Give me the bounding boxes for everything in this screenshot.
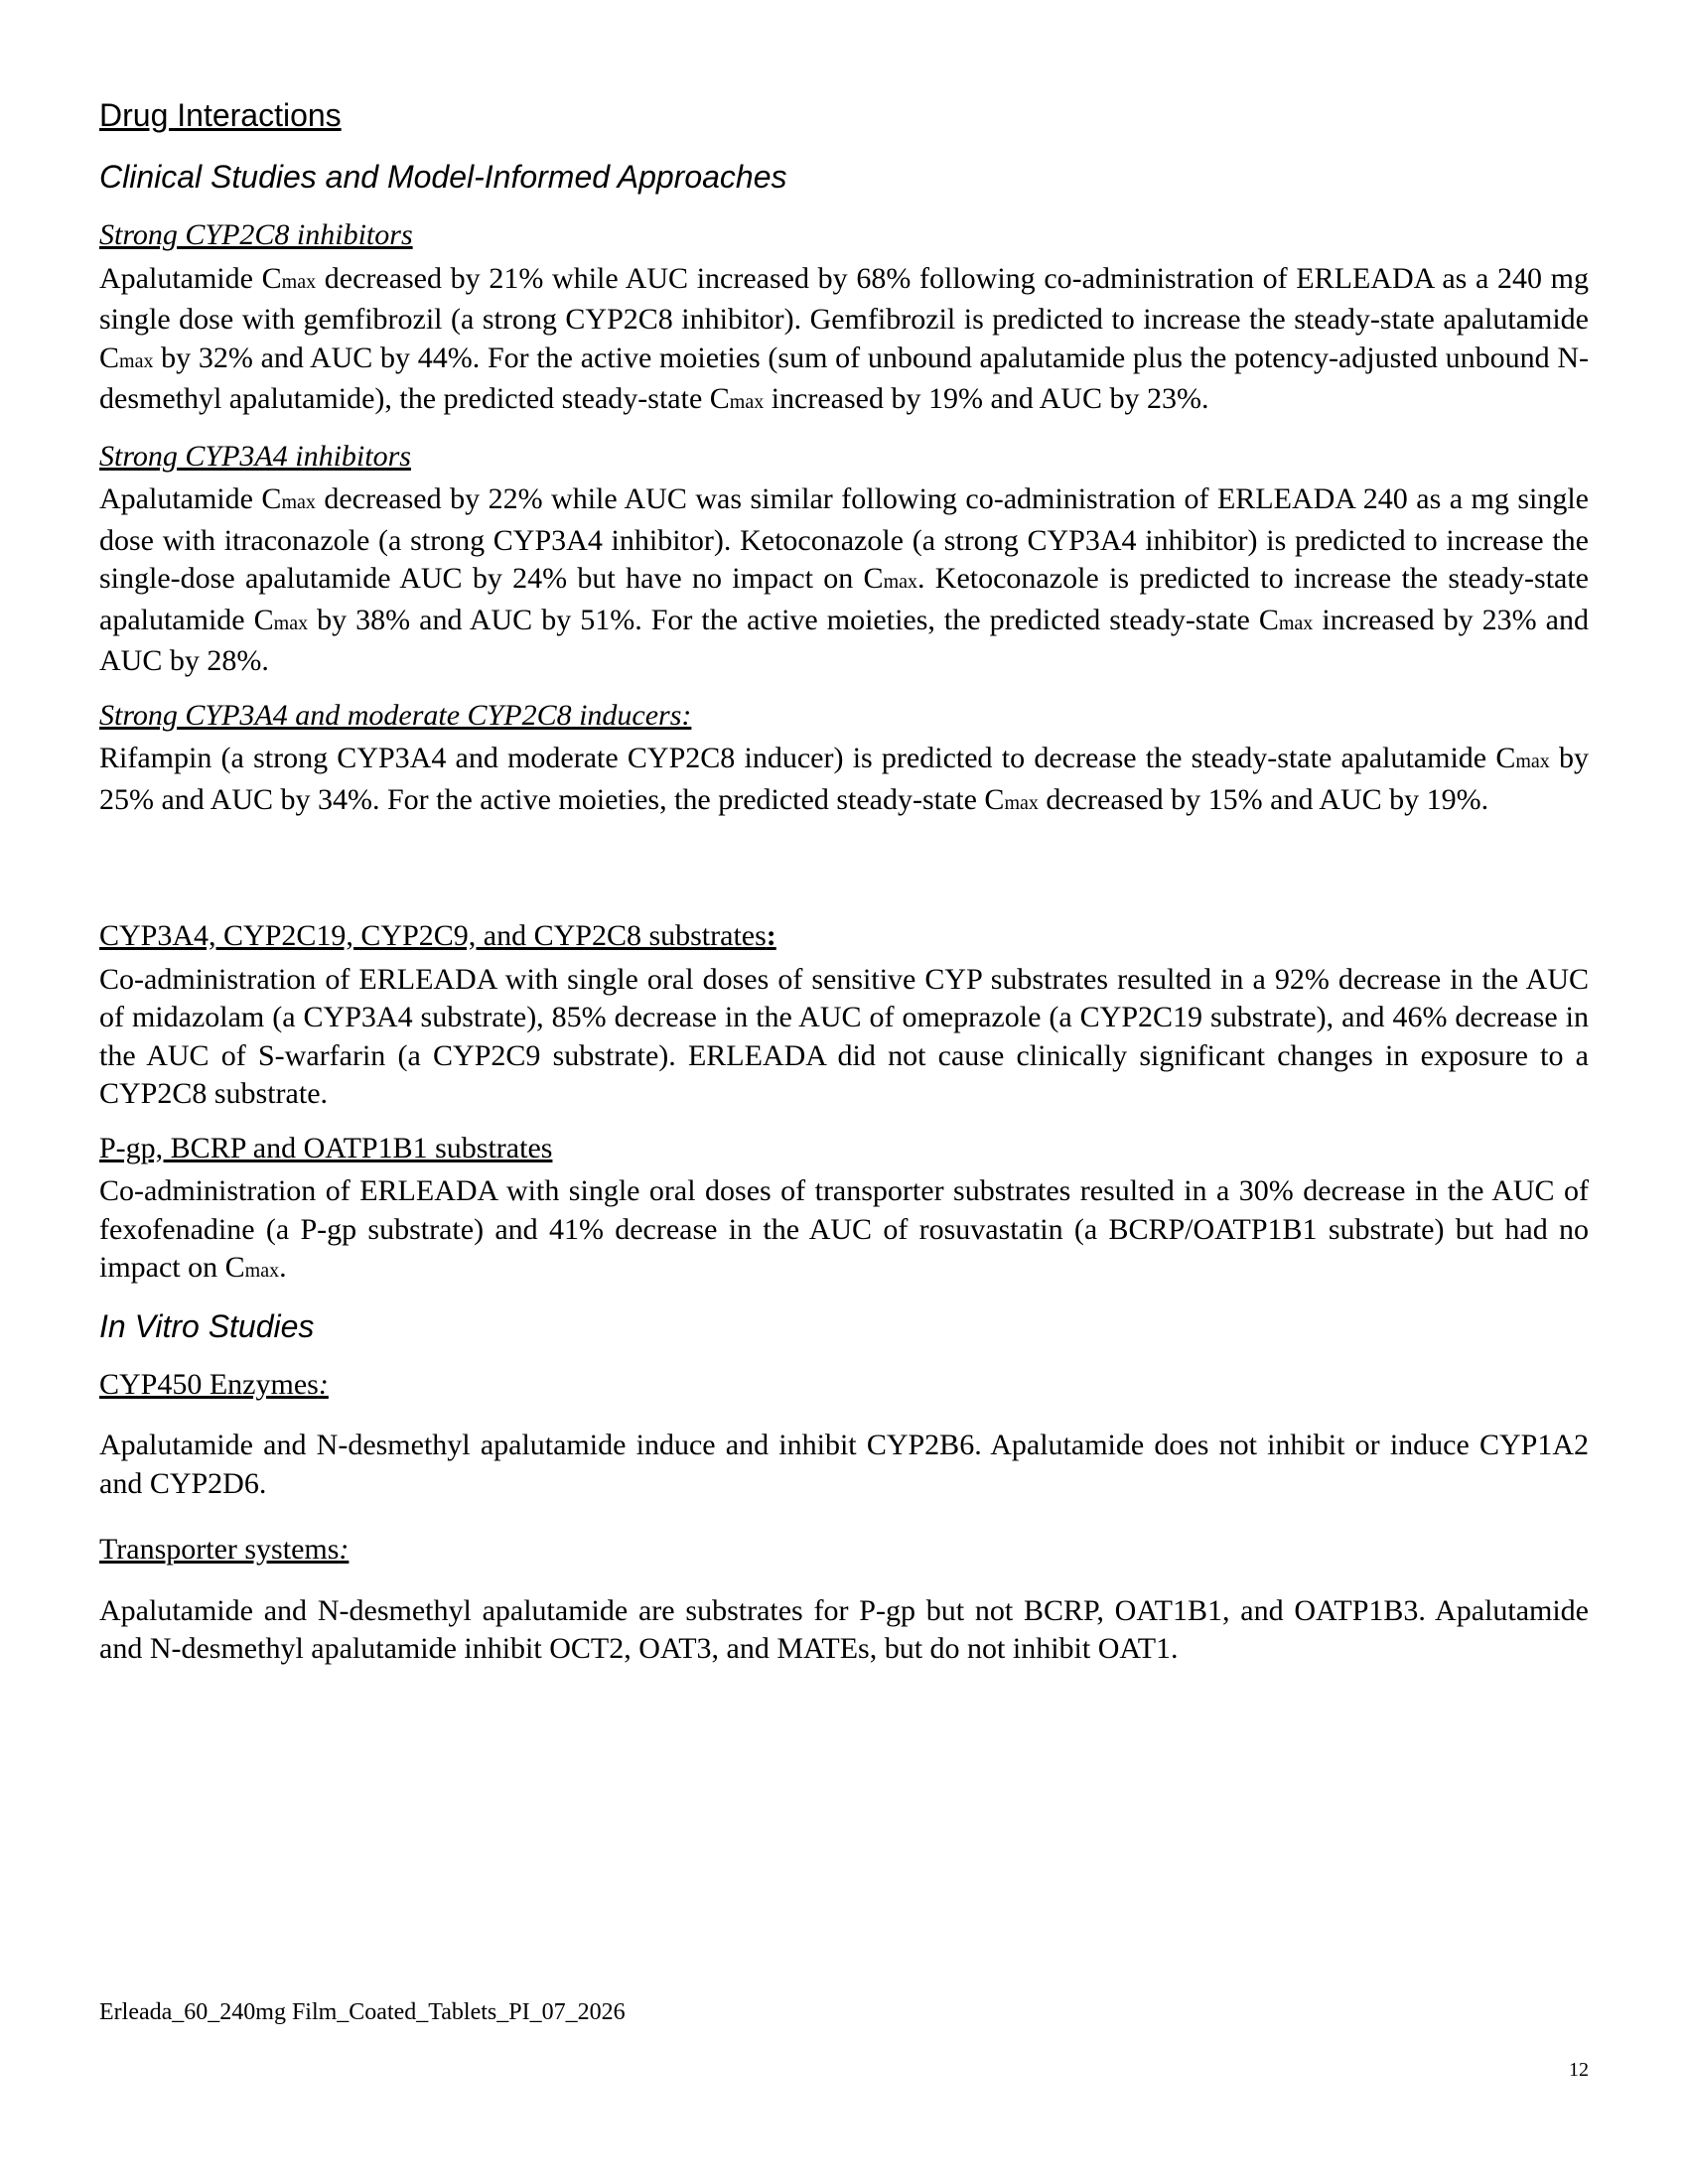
- cyp-substrates-paragraph: Co-administration of ERLEADA with single oral doses of sensitive CYP substrates resulted in a 92% decrease in the AUC of midazolam (a CYP3A4 substrate), 85% decrease in the AUC of omeprazole (a CYP2C19 substrate), and 46% decrease in the AUC of S-warfarin (a CYP2C9 substrate). ERLEADA did not cause clinically significant changes in exposure to a CYP2C8 substrate.: [99, 962, 1589, 1110]
- cyp2c8-inhibitors-heading: Strong CYP2C8 inhibitors: [99, 218, 413, 251]
- spacer: [99, 838, 1589, 917]
- cmax-subscript: max: [273, 612, 309, 634]
- transporter-substrates-paragraph: Co-administration of ERLEADA with single oral doses of transporter substrates resulted in a 30% decrease in the AUC of fexofenadine (a P-gp substrate) and 41% decrease in the AUC of rosuvastatin (a BCRP/OATP1B1 substrate) but had no impact on Cmax.: [99, 1174, 1589, 1284]
- cyp-substrates-heading: CYP3A4, CYP2C19, CYP2C9, and CYP2C8 substrates:: [99, 919, 776, 952]
- cmax-subscript: max: [281, 270, 317, 293]
- inducers-heading: Strong CYP3A4 and moderate CYP2C8 inducers:: [99, 698, 692, 732]
- transporter-systems-heading: Transporter systems:: [99, 1533, 350, 1566]
- cyp450-paragraph: Apalutamide and N-desmethyl apalutamide induce and inhibit CYP2B6. Apalutamide does not inhibit or induce CYP1A2 and CYP2D6.: [99, 1429, 1589, 1500]
- cmax-subscript: max: [244, 1260, 280, 1282]
- cmax-subscript: max: [119, 349, 154, 372]
- cyp450-heading: CYP450 Enzymes:: [99, 1367, 329, 1401]
- document-page: [99, 95, 1589, 1685]
- cmax-subscript: max: [1515, 751, 1550, 772]
- cmax-subscript: max: [281, 491, 316, 513]
- inducers-paragraph: Rifampin (a strong CYP3A4 and moderate CYP2C8 inducer) is predicted to decrease the steady-state apalutamide Cmax by 25% and AUC by 34%. For the active moieties, the predicted steady-state Cmax decreased by 15% and AUC by 19%.: [99, 742, 1590, 816]
- section-title: Drug Interactions: [99, 97, 342, 133]
- cmax-subscript: max: [1004, 791, 1039, 814]
- cyp2c8-inhibitors-paragraph: Apalutamide Cmax decreased by 21% while AUC increased by 68% following co-administration of ERLEADA as a 240 mg single dose with gemfibrozil (a strong CYP2C8 inhibitor). Gemfibrozil is predicted to increase the steady-state apalutamide Cmax by 32% and AUC by 44%. For the active moieties (sum of unbound apalutamide plus the potency-adjusted unbound N-desmethyl apalutamide), the predicted steady-state Cmax increased by 19% and AUC by 23%.: [99, 261, 1589, 415]
- page-number: 12: [1569, 2059, 1589, 2081]
- cmax-subscript: max: [1278, 612, 1314, 634]
- transporter-substrates-heading: P-gp, BCRP and OATP1B1 substrates: [99, 1131, 553, 1164]
- clinical-studies-heading: Clinical Studies and Model-Informed Approaches: [99, 159, 787, 195]
- document-footer: Erleada_60_240mg Film_Coated_Tablets_PI_07_2026: [99, 1999, 626, 2025]
- cyp3a4-inhibitors-paragraph: Apalutamide Cmax decreased by 22% while AUC was similar following co-administration of ERLEADA 240 as a mg single dose with itraconazole (a strong CYP3A4 inhibitor). Ketoconazole (a strong CYP3A4 inhibitor) is predicted to increase the single-dose apalutamide AUC by 24% but have no impact on Cmax. Ketoconazole is predicted to increase the steady-state apalutamide Cmax by 38% and AUC by 51%. For the active moieties, the predicted steady-state Cmax increased by 23% and AUC by 28%.: [99, 482, 1589, 677]
- cmax-subscript: max: [883, 571, 917, 593]
- cyp3a4-inhibitors-heading: Strong CYP3A4 inhibitors: [99, 439, 411, 473]
- cmax-subscript: max: [729, 391, 765, 413]
- in-vitro-heading: In Vitro Studies: [99, 1307, 315, 1344]
- transporter-systems-paragraph: Apalutamide and N-desmethyl apalutamide are substrates for P-gp but not BCRP, OAT1B1, and OATP1B3. Apalutamide and N-desmethyl apalutamide inhibit OCT2, OAT3, and MATEs, but do not inhibit OAT1.: [99, 1593, 1589, 1665]
